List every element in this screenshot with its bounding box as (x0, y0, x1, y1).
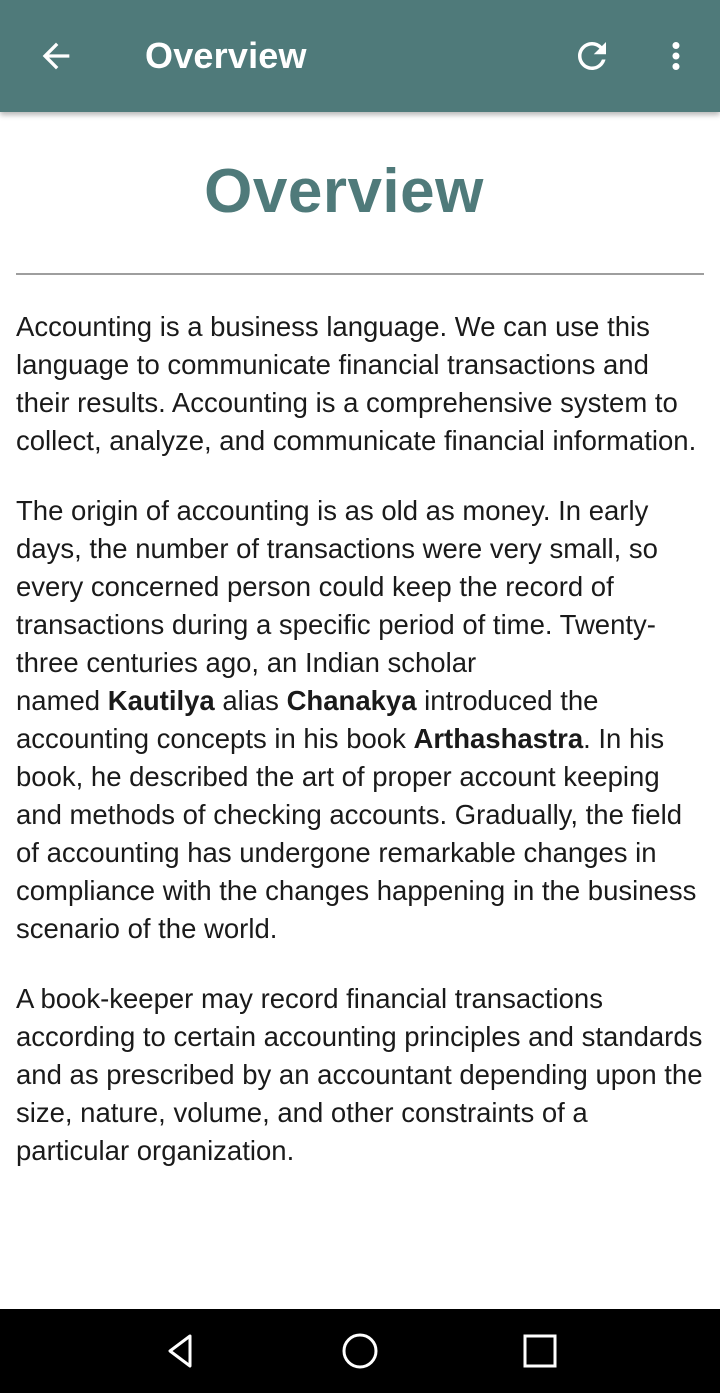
more-options-button[interactable] (646, 26, 706, 86)
article-content[interactable] (0, 112, 720, 1309)
name-kautilya: Kautilya (107, 685, 215, 716)
paragraph-bookkeeper: A book-keeper may record financial transactions according to certain accounting principles and standards and as prescribed by an accountant depending upon the size, nature, volume, and other constraints of a particular organization. (16, 983, 703, 1166)
book-arthashastra: Arthashastra (413, 723, 584, 754)
origin-text-3: alias (214, 685, 287, 716)
origin-text-4: introduced the accounting concepts in his book (16, 685, 599, 754)
arrow-back-icon (36, 36, 76, 76)
system-nav-bar (0, 1309, 720, 1393)
nav-back-icon (160, 1331, 200, 1371)
origin-text-2: named (16, 685, 108, 716)
app-bar (0, 0, 720, 112)
origin-text-1: The origin of accounting is as old as money. In early days, the number of transactions were very small, so every concerned person could keep the record of transactions during a specific period of time. Twenty-three centuries ago, an Indian scholar (16, 495, 658, 678)
divider (16, 273, 704, 275)
nav-recents-button[interactable] (510, 1321, 570, 1381)
more-vert-icon (655, 35, 697, 77)
name-chanakya: Chanakya (286, 685, 417, 716)
nav-home-icon (340, 1331, 380, 1371)
nav-home-button[interactable] (330, 1321, 390, 1381)
paragraph-intro: Accounting is a business language. We can use this language to communicate financial transactions and their results. Accounting is a comprehensive system to collect, analyze, and communicate financial information. (16, 311, 697, 456)
nav-back-button[interactable] (150, 1321, 210, 1381)
nav-recents-icon (520, 1331, 560, 1371)
article-body (16, 308, 706, 1202)
back-button[interactable] (26, 26, 86, 86)
refresh-icon (571, 35, 613, 77)
page-title: Overview (204, 157, 484, 226)
app-bar-title: Overview (145, 35, 307, 76)
origin-text-5: . In his book, he described the art of proper account keeping and methods of checking accounts. Gradually, the field of accounting has undergone remarkable changes in compliance with the changes happening in the business scenario of the world. (16, 723, 697, 944)
refresh-button[interactable] (562, 26, 622, 86)
paragraph-origin (16, 492, 706, 948)
